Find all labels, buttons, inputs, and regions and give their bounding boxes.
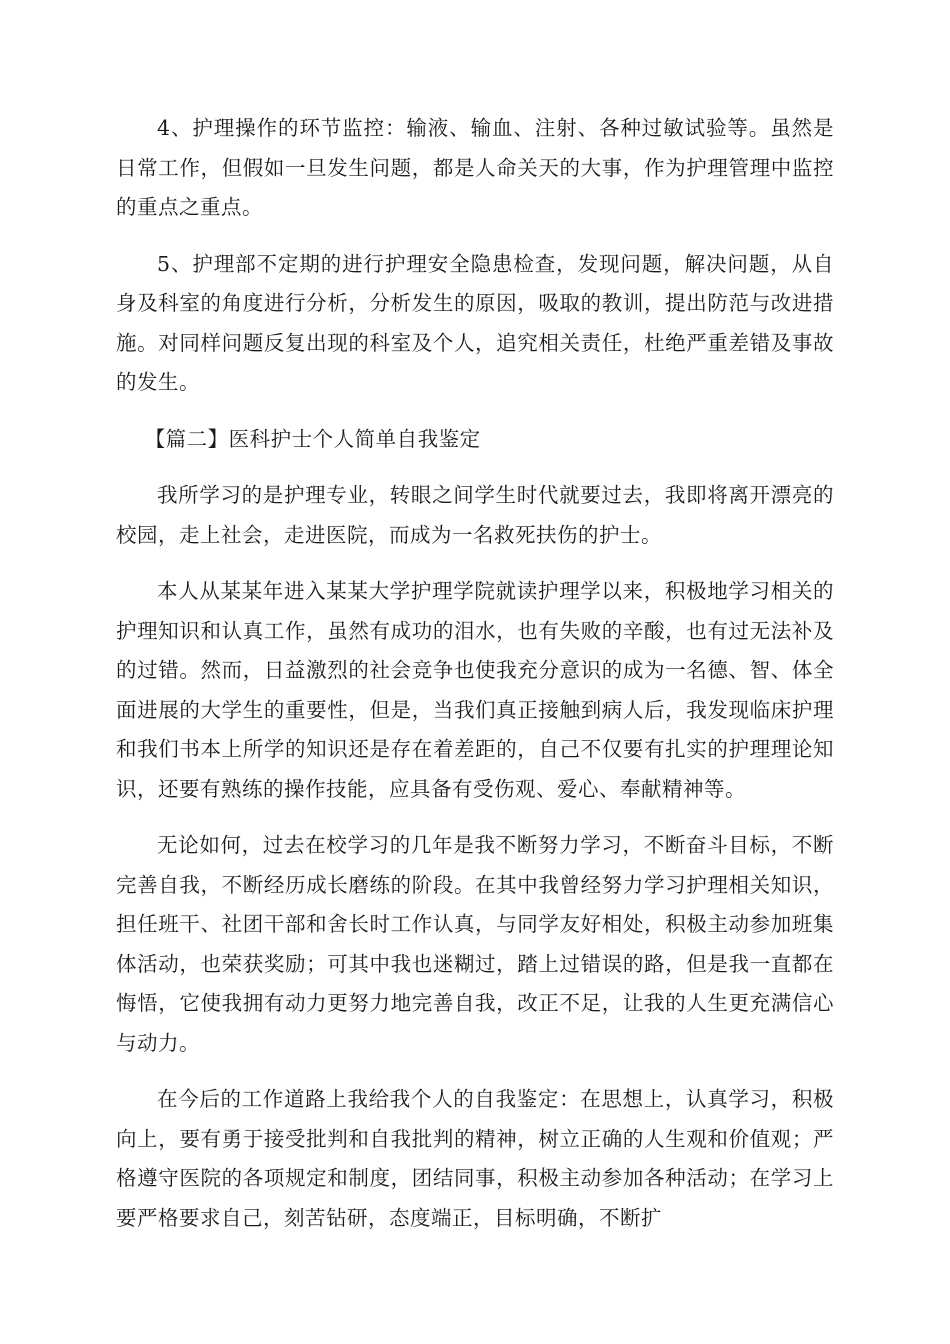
paragraph-growth: 无论如何，过去在校学习的几年是我不断努力学习，不断奋斗目标，不断完善自我，不断经历成长磨练的阶段。在其中我曾经努力学习护理相关知识，担任班干、社团干部和舍长时工作认真，与同学友好相处，积极主动参加班集体活动，也荣获奖励；可其中我也迷糊过，踏上过错误的路，但是我一直都在悔悟，它使我拥有动力更努力地完善自我，改正不足，让我的人生更充满信心与动力。 [116, 833, 834, 1055]
paragraph-self-assessment: 在今后的工作道路上我给我个人的自我鉴定：在思想上，认真学习，积极向上，要有勇于接受批判和自我批判的精神，树立正确的人生观和价值观；严格遵守医院的各项规定和制度，团结同事，积极主动参加各种活动；在学习上要严格要求自己，刻苦钻研，态度端正，目标明确，不断扩 [116, 1087, 834, 1230]
section-heading: 【篇二】医科护士个人简单自我鉴定 [144, 426, 481, 451]
paragraph-nursing-monitoring: 4、护理操作的环节监控：输液、输血、注射、各种过敏试验等。虽然是日常工作，但假如一旦发生问题，都是人命关天的大事，作为护理管理中监控的重点之重点。 [116, 116, 834, 219]
paragraph-study-experience: 本人从某某年进入某某大学护理学院就读护理学以来，积极地学习相关的护理知识和认真工作，虽然有成功的泪水，也有失败的辛酸，也有过无法补及的过错。然而，日益激烈的社会竞争也使我充分意识的成为一名德、智、体全面进展的大学生的重要性，但是，当我们真正接触到病人后，我发现临床护理和我们书本上所学的知识还是存在着差距的，自己不仅要有扎实的护理理论知识，还要有熟练的操作技能，应具备有受伤观、爱心、奉献精神等。 [116, 579, 834, 801]
document-body [116, 109, 834, 1255]
paragraph-intro: 我所学习的是护理专业，转眼之间学生时代就要过去，我即将离开漂亮的校园，走上社会，走进医院，而成为一名救死扶伤的护士。 [116, 483, 834, 547]
paragraph-safety-inspection: 5、护理部不定期的进行护理安全隐患检查，发现问题，解决问题，从自身及科室的角度进行分析，分析发生的原因，吸取的教训，提出防范与改进措施。对同样问题反复出现的科室及个人，追究相关责任，杜绝严重差错及事故的发生。 [116, 251, 834, 394]
